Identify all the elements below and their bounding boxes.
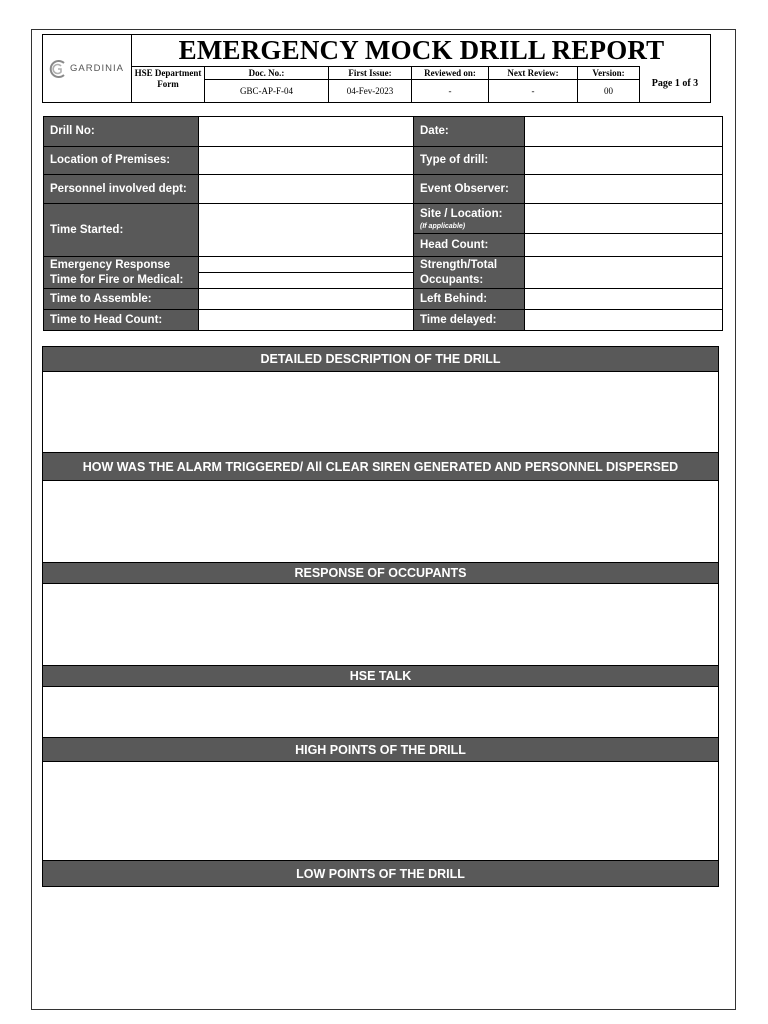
site-location-note: (If applicable) [420, 222, 466, 230]
doc-no-value: GBC-AP-F-04 [239, 86, 293, 96]
type-of-drill-field[interactable] [524, 146, 723, 175]
time-started-field[interactable] [198, 203, 414, 257]
reviewed-column [412, 67, 489, 102]
hse-talk-section-header: HSE TALK [42, 665, 719, 687]
personnel-field[interactable] [198, 174, 414, 204]
doc-no-column [205, 67, 329, 102]
site-location-label [413, 203, 525, 234]
response-section-header: RESPONSE OF OCCUPANTS [42, 562, 719, 584]
observer-field[interactable] [524, 174, 723, 204]
time-assemble-label: Time to Assemble: [43, 288, 199, 310]
page-number: Page 1 of 3 [651, 78, 699, 89]
strength-field[interactable] [524, 256, 723, 289]
description-section-body[interactable] [42, 372, 719, 453]
doc-no-label: Doc. No.: [205, 67, 328, 80]
reviewed-label: Reviewed on: [412, 67, 488, 80]
document-title: EMERGENCY MOCK DRILL REPORT [178, 35, 665, 65]
strength-label: Strength/Total Occupants: [413, 256, 525, 289]
next-review-label: Next Review: [489, 67, 577, 80]
next-review-value: - [531, 86, 535, 96]
time-delayed-field[interactable] [524, 309, 723, 331]
reviewed-value: - [448, 86, 452, 96]
drill-no-field[interactable] [198, 116, 414, 147]
document-meta [132, 66, 640, 102]
first-issue-label: First Issue: [329, 67, 411, 80]
site-location-text: Site / Location: [420, 207, 503, 220]
response-time-fire-field[interactable] [198, 256, 414, 273]
drill-info-table [43, 116, 723, 331]
hse-talk-section-body[interactable] [42, 687, 719, 738]
head-count-field[interactable] [524, 233, 723, 257]
response-section-body[interactable] [42, 584, 719, 666]
time-started-label: Time Started: [43, 203, 199, 257]
left-behind-field[interactable] [524, 288, 723, 310]
logo-text: GARDINIA [70, 63, 124, 74]
personnel-label: Personnel involved dept: [43, 174, 199, 204]
drill-no-label: Drill No: [43, 116, 199, 147]
version-label: Version: [578, 67, 639, 80]
response-time-medical-field[interactable] [198, 272, 414, 289]
version-column [578, 67, 640, 102]
description-section-header: DETAILED DESCRIPTION OF THE DRILL [42, 346, 719, 372]
alarm-section-header: HOW WAS THE ALARM TRIGGERED/ All CLEAR SIREN GENERATED AND PERSONNEL DISPERSED [42, 452, 719, 481]
alarm-section-body[interactable] [42, 481, 719, 563]
version-value: 00 [604, 86, 613, 96]
left-behind-label: Left Behind: [413, 288, 525, 310]
response-time-label: Emergency Response Time for Fire or Medical: [43, 256, 199, 289]
time-delayed-label: Time delayed: [413, 309, 525, 331]
time-head-count-field[interactable] [198, 309, 414, 331]
logo-cell [42, 34, 132, 103]
first-issue-column [329, 67, 412, 102]
next-review-column [489, 67, 578, 102]
observer-label: Event Observer: [413, 174, 525, 204]
first-issue-value: 04-Fev-2023 [346, 86, 394, 96]
low-points-section-header: LOW POINTS OF THE DRILL [42, 860, 719, 887]
location-label: Location of Premises: [43, 146, 199, 175]
high-points-section-header: HIGH POINTS OF THE DRILL [42, 737, 719, 762]
location-field[interactable] [198, 146, 414, 175]
date-label: Date: [413, 116, 525, 147]
company-logo [49, 58, 124, 80]
high-points-section-body[interactable] [42, 762, 719, 861]
gardinia-logo-icon [49, 58, 67, 80]
time-head-count-label: Time to Head Count: [43, 309, 199, 331]
date-field[interactable] [524, 116, 723, 147]
head-count-label: Head Count: [413, 233, 525, 257]
site-location-field[interactable] [524, 203, 723, 234]
type-of-drill-label: Type of drill: [413, 146, 525, 175]
department-label: HSE Department Form [132, 67, 205, 102]
time-assemble-field[interactable] [198, 288, 414, 310]
